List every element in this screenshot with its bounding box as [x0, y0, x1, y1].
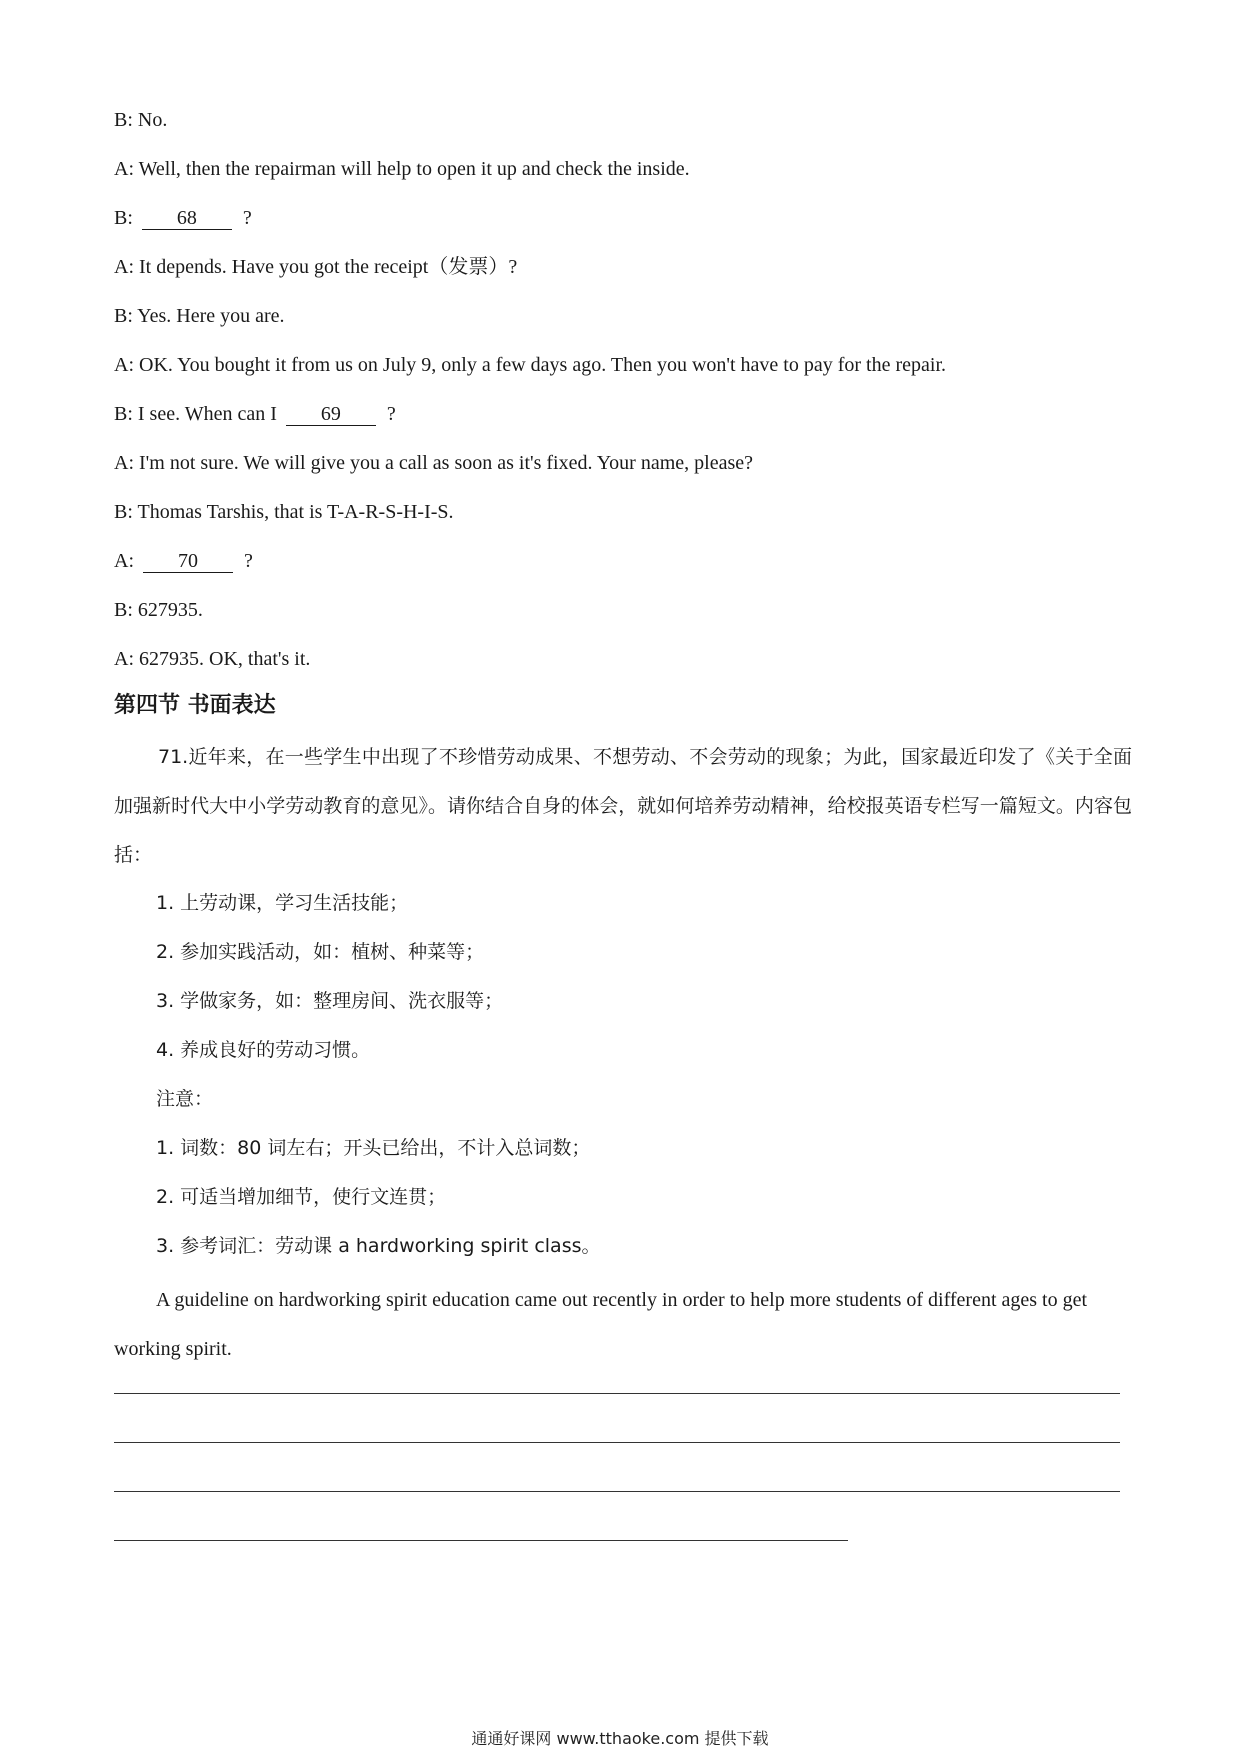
answer-blank-69[interactable]: 69: [286, 403, 376, 426]
dialogue-prefix: B:: [114, 207, 138, 229]
content-item: 1. 上劳动课，学习生活技能；: [156, 892, 409, 914]
question-prompt: 71.近年来，在一些学生中出现了不珍惜劳动成果、不想劳动、不会劳动的现象；为此，国家最近印发了《关于全面加强新时代大中小学劳动教育的意见》。请你结合自身的体会，就如何培养劳动精神，给校报英语专栏写一篇短文。内容包括：: [114, 746, 1132, 866]
section-title: 第四节 书面表达: [114, 693, 276, 718]
writing-line[interactable]: [114, 1393, 1120, 1394]
dialogue-line: B: Thomas Tarshis, that is T-A-R-S-H-I-S.: [114, 501, 454, 523]
dialogue-line: A: Well, then the repairman will help to open it up and check the inside.: [114, 158, 690, 180]
note-item: 1. 词数：80 词左右；开头已给出，不计入总词数；: [156, 1137, 591, 1159]
dialogue-prefix: B: I see. When can I: [114, 403, 282, 425]
dialogue-line: A: It depends. Have you got the receipt（发票）?: [114, 256, 518, 278]
dialogue-line: B: No.: [114, 109, 168, 131]
dialogue-line: B: 627935.: [114, 599, 203, 621]
dialogue-suffix: ?: [237, 207, 252, 229]
page-footer: 通通好课网 www.tthaoke.com 提供下载: [471, 1729, 769, 1748]
dialogue-line-blank-70: [114, 546, 253, 576]
essay-opening: A guideline on hardworking spirit education came out recently in order to help more students of different ages to get working spirit.: [114, 1289, 1088, 1360]
content-item: 3. 学做家务，如：整理房间、洗衣服等；: [156, 990, 504, 1012]
dialogue-prefix: A:: [114, 550, 139, 572]
note-item: 3. 参考词汇：劳动课 a hardworking spirit class。: [156, 1235, 601, 1257]
note-item: 2. 可适当增加细节，使行文连贯；: [156, 1186, 447, 1208]
dialogue-line: A: OK. You bought it from us on July 9, only a few days ago. Then you won't have to pay for the repair.: [114, 354, 947, 376]
dialogue-line: A: 627935. OK, that's it.: [114, 648, 311, 670]
answer-blank-68[interactable]: 68: [142, 207, 232, 230]
dialogue-line: A: I'm not sure. We will give you a call as soon as it's fixed. Your name, please?: [114, 452, 753, 474]
dialogue-line-blank-68: [114, 203, 252, 233]
dialogue-suffix: ?: [239, 550, 253, 572]
dialogue-suffix: ?: [381, 403, 396, 425]
notes-title: 注意：: [156, 1088, 214, 1110]
dialogue-line: B: Yes. Here you are.: [114, 305, 285, 327]
writing-line[interactable]: [114, 1491, 1120, 1492]
content-item: 2. 参加实践活动，如：植树、种菜等；: [156, 941, 485, 963]
writing-line[interactable]: [114, 1540, 848, 1541]
writing-line[interactable]: [114, 1442, 1120, 1443]
answer-blank-70[interactable]: 70: [143, 550, 233, 573]
dialogue-line-blank-69: [114, 399, 396, 429]
content-item: 4. 养成良好的劳动习惯。: [156, 1039, 371, 1061]
